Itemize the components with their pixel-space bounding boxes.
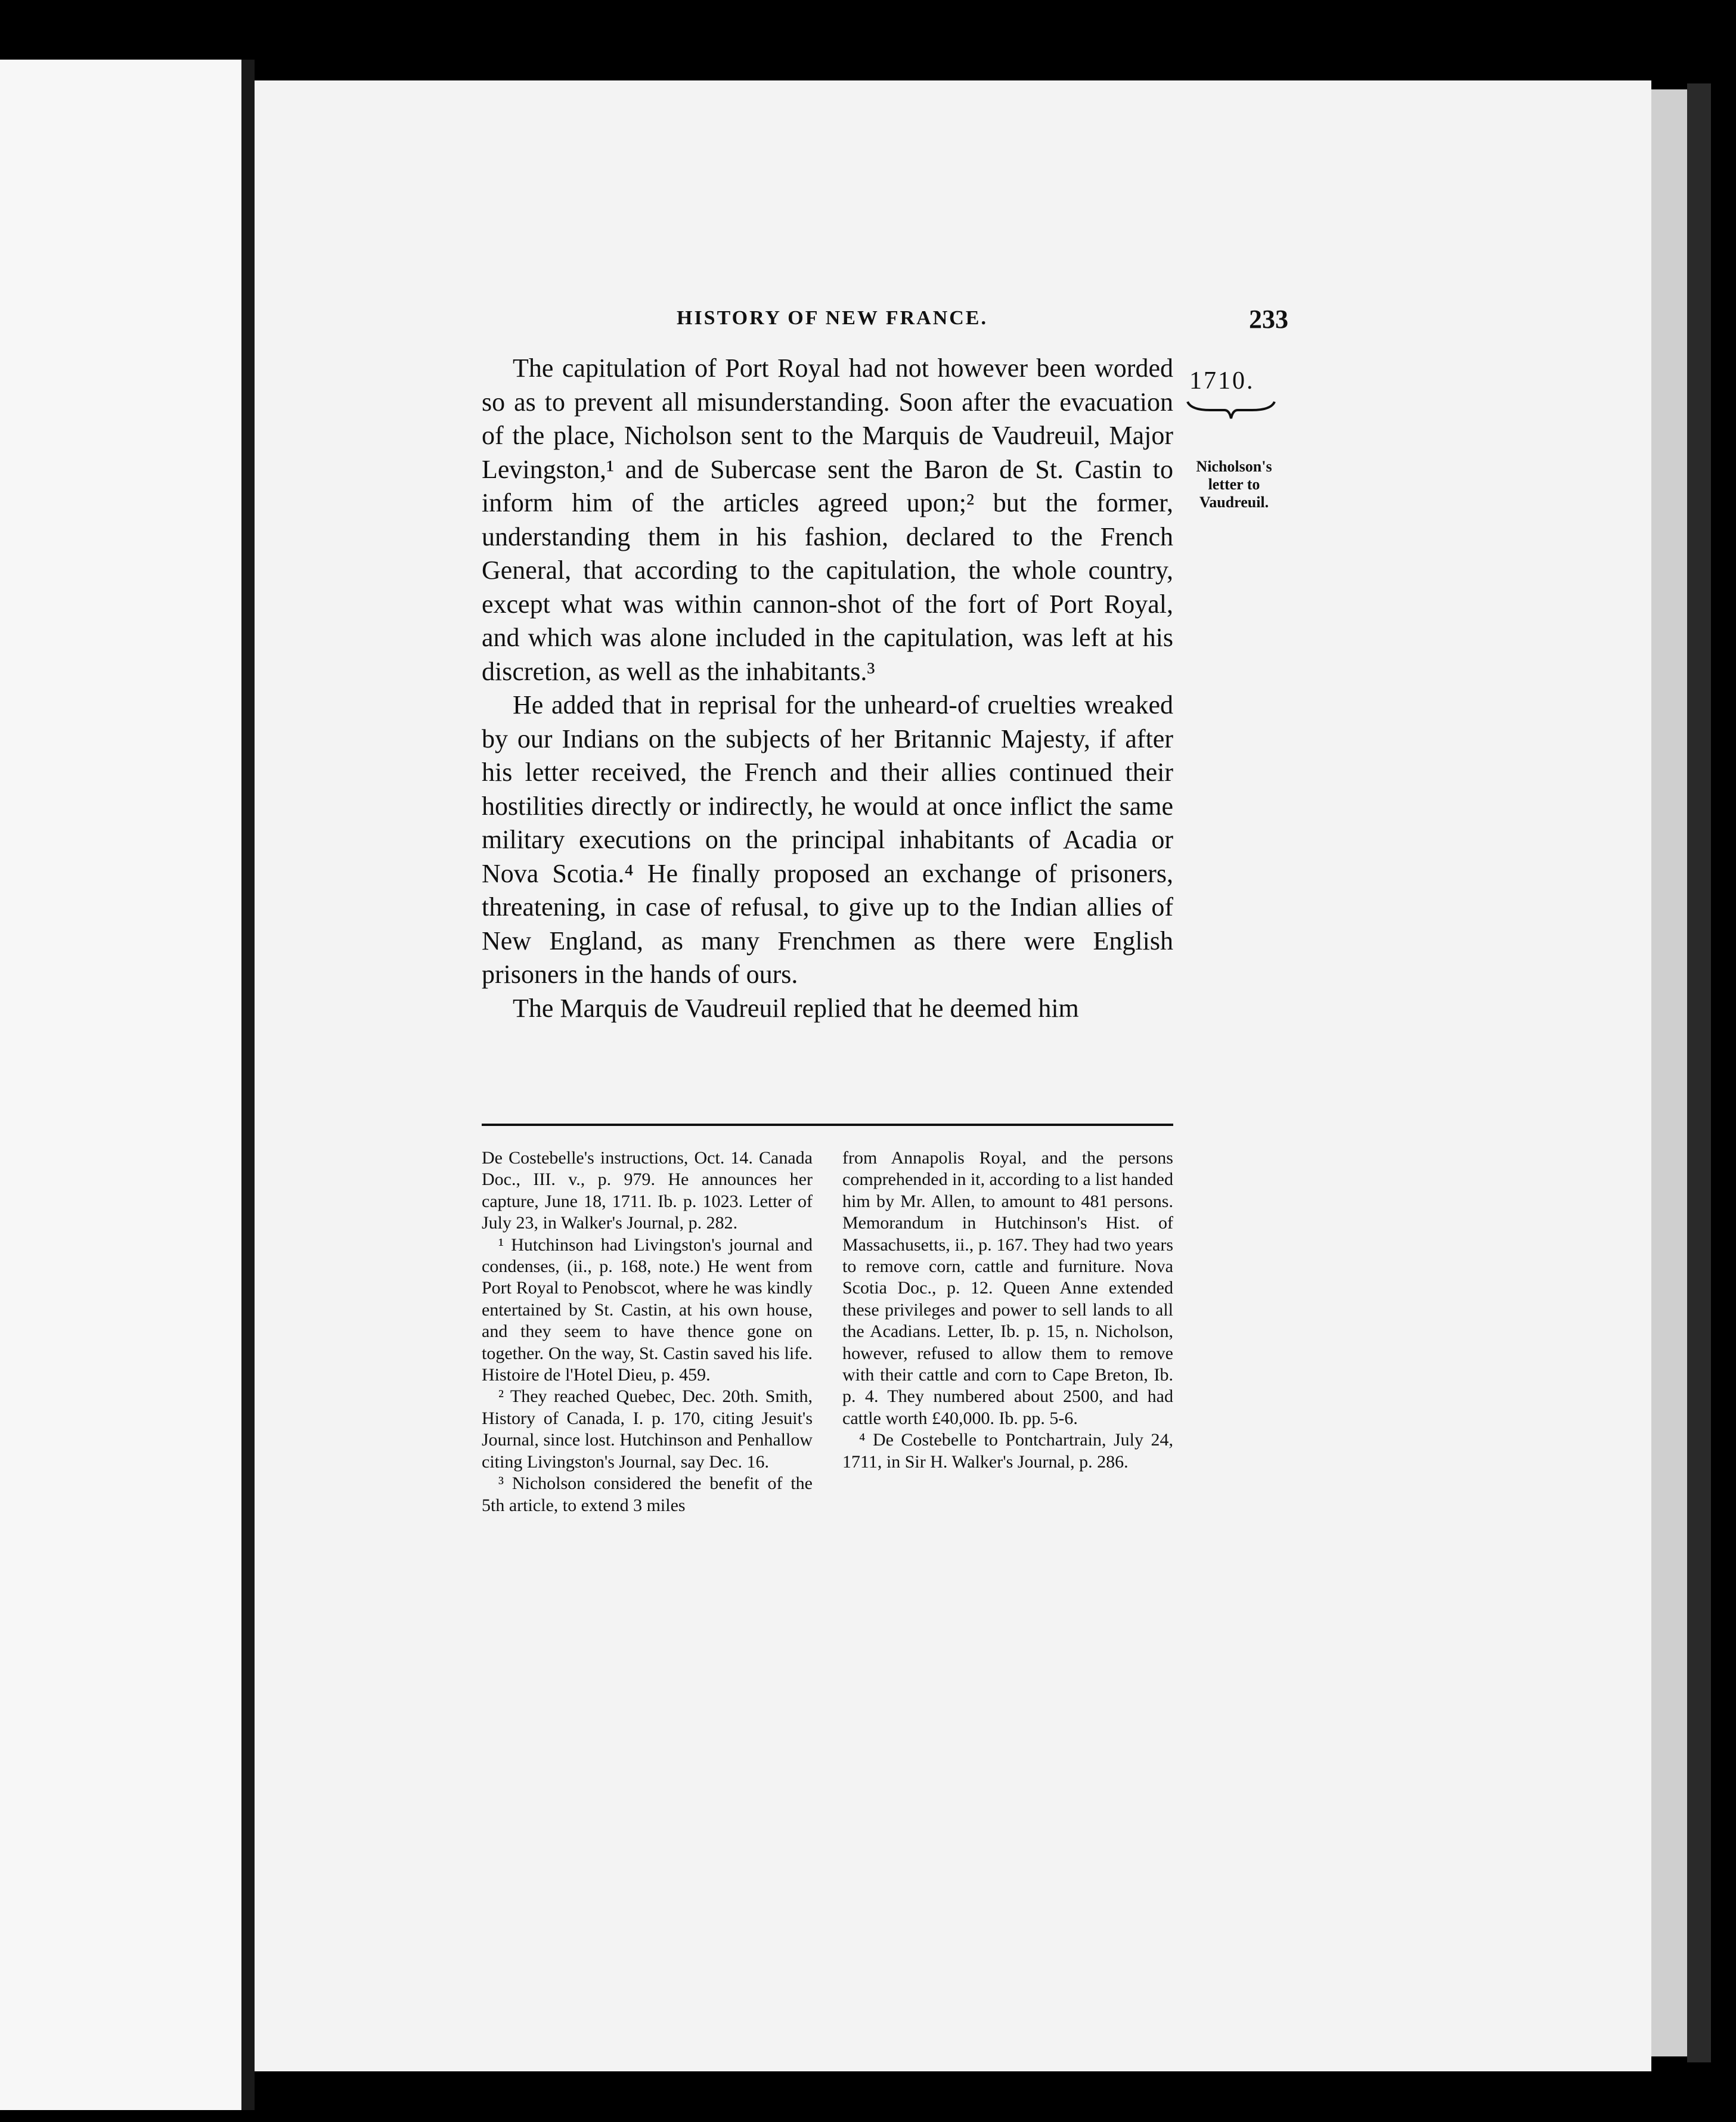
page-number: 233	[1249, 305, 1288, 334]
footnote-continued: De Costebelle's instructions, Oct. 14. Canada Doc., III. v., p. 979. He announces her capture, June 18, 1711. Ib. p. 1023. Letter of July 23, in Walker's Journal, p. 282.	[482, 1148, 813, 1233]
paragraph: The capitulation of Port Royal had not however been worded so as to prevent all misunderstanding. Soon after the evacuation of the place, Nicholson sent to the Marquis de Vaudreuil, Major Levingston,¹ and de Subercase sent the Baron de St. Castin to inform him of the articles agreed upon;² but the former, understanding them in his fashion, declared to the French General, that according to the capitulation, the whole country, except what was within cannon-shot of the fort of Port Royal, and which was alone included in the capitulation, was left at his discretion, as well as the inhabitants.³	[482, 353, 1173, 686]
body-text	[482, 352, 1173, 1025]
footnote-1: ¹ Hutchinson had Livingston's journal and condenses, (ii., p. 168, note.) He went from Port Royal to Penobscot, where he was kindly entertained by St. Castin, at his own house, and they seem to have thence gone on together. On the way, St. Castin saved his life. Histoire de l'Hotel Dieu, p. 459.	[482, 1234, 813, 1385]
page-edge-shadow	[1687, 83, 1711, 2062]
margin-note	[1177, 458, 1291, 511]
book-gutter	[241, 60, 255, 2110]
margin-note-line: Nicholson's	[1196, 458, 1272, 475]
footnote-column-left	[482, 1147, 813, 1516]
footnote-3-continued: from Annapolis Royal, and the persons comprehended in it, according to a list handed him by Mr. Allen, to amount to 481 persons. Memorandum in Hutchinson's Hist. of Massachusetts, ii., p. 167. They had two years to remove corn, cattle and furniture. Nova Scotia Doc., p. 12. Queen Anne extended these privileges and power to sell lands to all the Acadians. Letter, Ib. p. 15, n. Nicholson, however, refused to allow them to remove with their cattle and corn to Cape Breton, Ib. p. 4. They numbered about 2500, and had cattle worth £40,000. Ib. pp. 5-6.	[842, 1148, 1173, 1428]
margin-year: 1710.	[1189, 367, 1255, 395]
running-head: HISTORY OF NEW FRANCE.	[677, 307, 988, 329]
margin-note-line: Vaudreuil.	[1199, 494, 1269, 511]
footnote-4: ⁴ De Costebelle to Pontchartrain, July 24, 1711, in Sir H. Walker's Journal, p. 286.	[842, 1430, 1173, 1472]
paragraph: He added that in reprisal for the unheard-of cruelties wreaked by our Indians on the subjects of her Britannic Majesty, if after his letter received, the French and their allies continued their hostilities directly or indirectly, he would at once inflict the same military executions on the principal inhabitants of Acadia or Nova Scotia.⁴ He finally proposed an exchange of prisoners, threatening, in case of refusal, to give up to the Indian allies of New England, as many Frenchmen as there were English prisoners in the hands of ours.	[482, 690, 1173, 989]
paragraph: The Marquis de Vaudreuil replied that he deemed him	[513, 993, 1079, 1023]
footnote-column-right	[842, 1147, 1173, 1473]
facing-page	[0, 60, 249, 2110]
footnote-3: ³ Nicholson considered the benefit of the 5th article, to extend 3 miles	[482, 1473, 813, 1515]
footnote-rule	[482, 1124, 1173, 1126]
footnote-2: ² They reached Quebec, Dec. 20th. Smith, History of Canada, I. p. 170, citing Jesuit's Journal, since lost. Hutchinson and Penhallow citing Livingston's Journal, say Dec. 16.	[482, 1386, 813, 1472]
margin-note-line: letter to	[1208, 476, 1260, 493]
margin-brace-icon	[1186, 398, 1276, 422]
